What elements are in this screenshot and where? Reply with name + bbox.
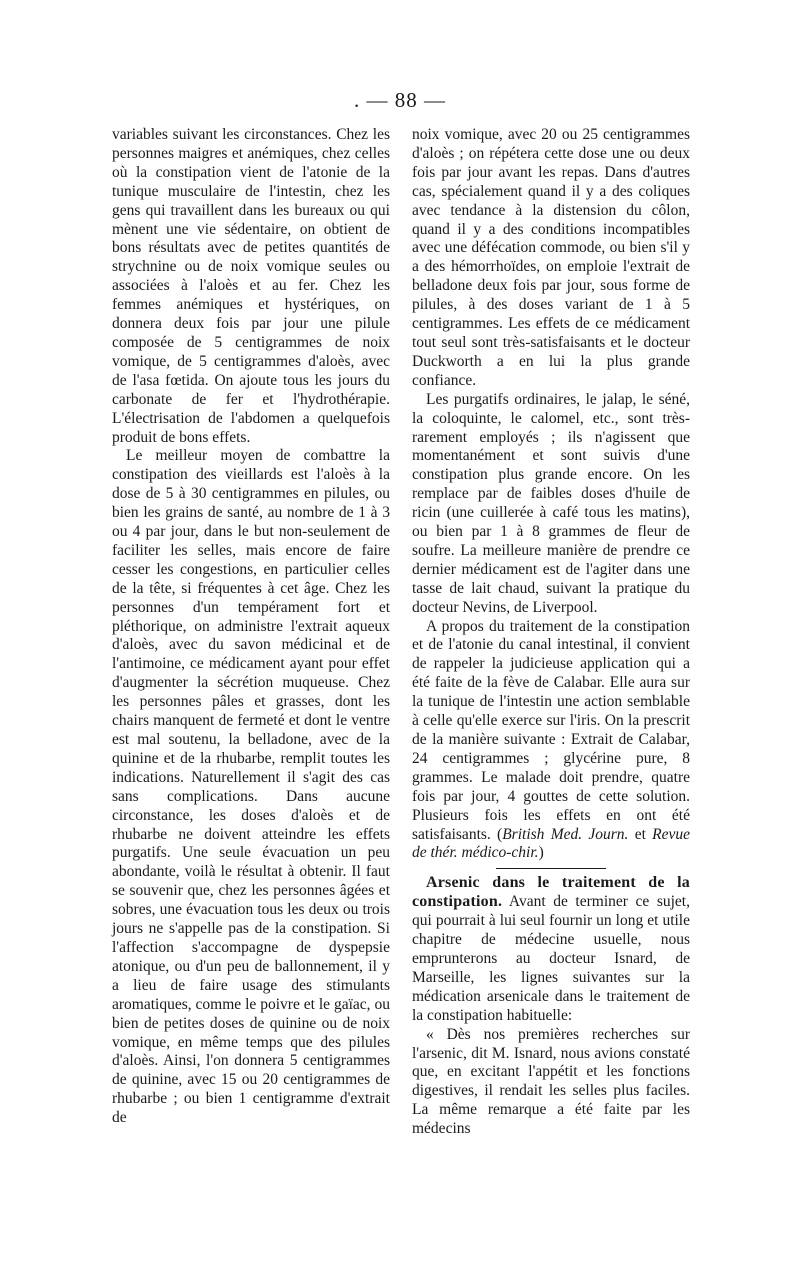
page-number: . — 88 —	[354, 88, 446, 112]
left-paragraph-1: variables suivant les circonstances. Chez les personnes maigres et anémiques, chez celles où la constipation vient de l'atonie de la tunique musculaire de l'intestin, chez les gens qui travaillent dans les bureaux ou qui mènent une vie sédentaire, on obtient de bons résultats avec de petites quantités de strychnine ou de noix vomique seules ou associées à l'aloès et au fer. Chez les femmes anémiques et hystériques, on donnera deux fois par jour une pilule composée de 5 centigrammes de noix vomique, de 5 centigrammes d'aloès, avec de l'asa fœtida. On ajoute tous les jours du carbonate de fer et l'hydrothérapie. L'électrisation de l'abdomen a quelquefois produit de bons effets.	[112, 126, 390, 446]
section-title: Arsenic dans le traitement de la constipation.	[412, 874, 690, 911]
right-paragraph-1: noix vomique, avec 20 ou 25 centigrammes d'aloès ; on répétera cette dose une ou deux fois par jour avant les repas. Dans d'autres cas, spécialement quand il y a des coliques avec tendance à la distension du côlon, quand il y a des conditions incompatibles avec une défécation commode, ou bien s'il y a des hémorrhoïdes, on emploie l'extrait de belladone deux fois par jour, sous forme de pilules, à des doses variant de 1 à 5 centigrammes. Les effets de ce médicament tout seul sont très-satisfaisants et le docteur Duckworth a en lui la plus grande confiance.	[412, 126, 690, 389]
calabar-text: A propos du traitement de la constipation et de l'atonie du canal intestinal, il convient de rappeler la judicieuse application qui a été faite de la fève de Calabar. Elle aura sur la tunique de l'intestin une action semblable à celle qu'elle exerce sur l'iris. On la prescrit de la manière suivante : Extrait de Calabar, 24 centigrammes ; glycérine pure, 8 grammes. Le malade doit prendre, quatre fois par jour, 4 gouttes de cette solution. Plusieurs fois les effets en ont été satisfaisants. (	[412, 617, 690, 843]
right-column	[412, 126, 690, 1139]
section-divider	[496, 868, 606, 869]
arsenic-text: Avant de terminer ce sujet, qui pourrait à lui seul fournir un long et utile chapitre de médecine usuelle, nous emprunterons au docteur Isnard, de Marseille, les lignes suivantes sur la médication arsenicale dans le traitement de la constipation habituelle:	[412, 893, 690, 1024]
left-column	[112, 126, 390, 1128]
left-paragraph-2: Le meilleur moyen de combattre la constipation des vieillards est l'aloès à la dose de 5 à 30 centigrammes en pilules, ou bien les grains de santé, au nombre de 1 à 3 ou 4 par jour, dans le but non-seulement de faciliter les selles, mais encore de faire cesser les congestions, en particulier celles de la tête, si fréquentes à cet âge. Chez les personnes d'un tempérament fort et pléthorique, on administre l'extrait aqueux d'aloès, avec du savon médicinal et de l'antimoine, ce médicament ayant pour effet d'augmenter la sécrétion muqueuse. Chez les personnes pâles et grasses, dont les chairs manquent de fermeté et dont le ventre est mal soutenu, la belladone, avec de la quinine et de la rhubarbe, remplit toutes les indications. Naturellement il s'agit des cas sans complications. Dans aucune circonstance, les doses d'aloès et de rhubarbe ne doivent atteindre les effets purgatifs. Une seule évacuation un peu abondante, voilà le résultat à obtenir. Il faut se souvenir que, chez les personnes âgées et sobres, une évacuation tous les deux ou trois jours ne s'appelle pas de la constipation. Si l'affection s'accompagne de dyspepsie atonique, ou d'un peu de ballonnement, il y a lieu de faire usage des stimulants aromatiques, comme le poivre et le gaïac, ou bien de petites doses de quinine ou de noix vomique, en même temps que des pilules d'aloès. Ainsi, l'on donnera 5 centigrammes de quinine, avec 15 ou 20 centigrammes de rhubarbe ; ou bien 1 centigramme d'extrait de	[112, 447, 390, 1127]
isnard-quote: « Dès nos premières recherches sur l'arsenic, dit M. Isnard, nous avions constaté que, en excitant l'appétit et les fonctions digestives, il rendait les selles plus faciles. La même remarque a été faite par les médecins	[412, 1025, 690, 1138]
arsenic-paragraph	[412, 874, 690, 1025]
source-revue-therapeutique: Revue de thér. médico-chir.	[412, 825, 691, 862]
right-paragraph-2: Les purgatifs ordinaires, le jalap, le séné, la coloquinte, le calomel, etc., sont très-rarement employés ; ils n'agissent que momentanément et sont suivis d'une constipation plus grande encore. On les remplace par de faibles doses d'huile de ricin (une cuillerée à café tous les matins), ou bien par 1 à 8 grammes de fleur de soufre. La meilleure manière de prendre ce dernier médicament est de l'agiter dans une tasse de lait chaud, suivant la pratique du docteur Nevins, de Liverpool.	[412, 390, 690, 616]
source-conjunction: et	[628, 825, 653, 843]
source-close-paren: )	[538, 844, 544, 862]
source-british-med-journ: British Med. Journ.	[502, 825, 629, 843]
right-paragraph-3	[412, 618, 690, 864]
